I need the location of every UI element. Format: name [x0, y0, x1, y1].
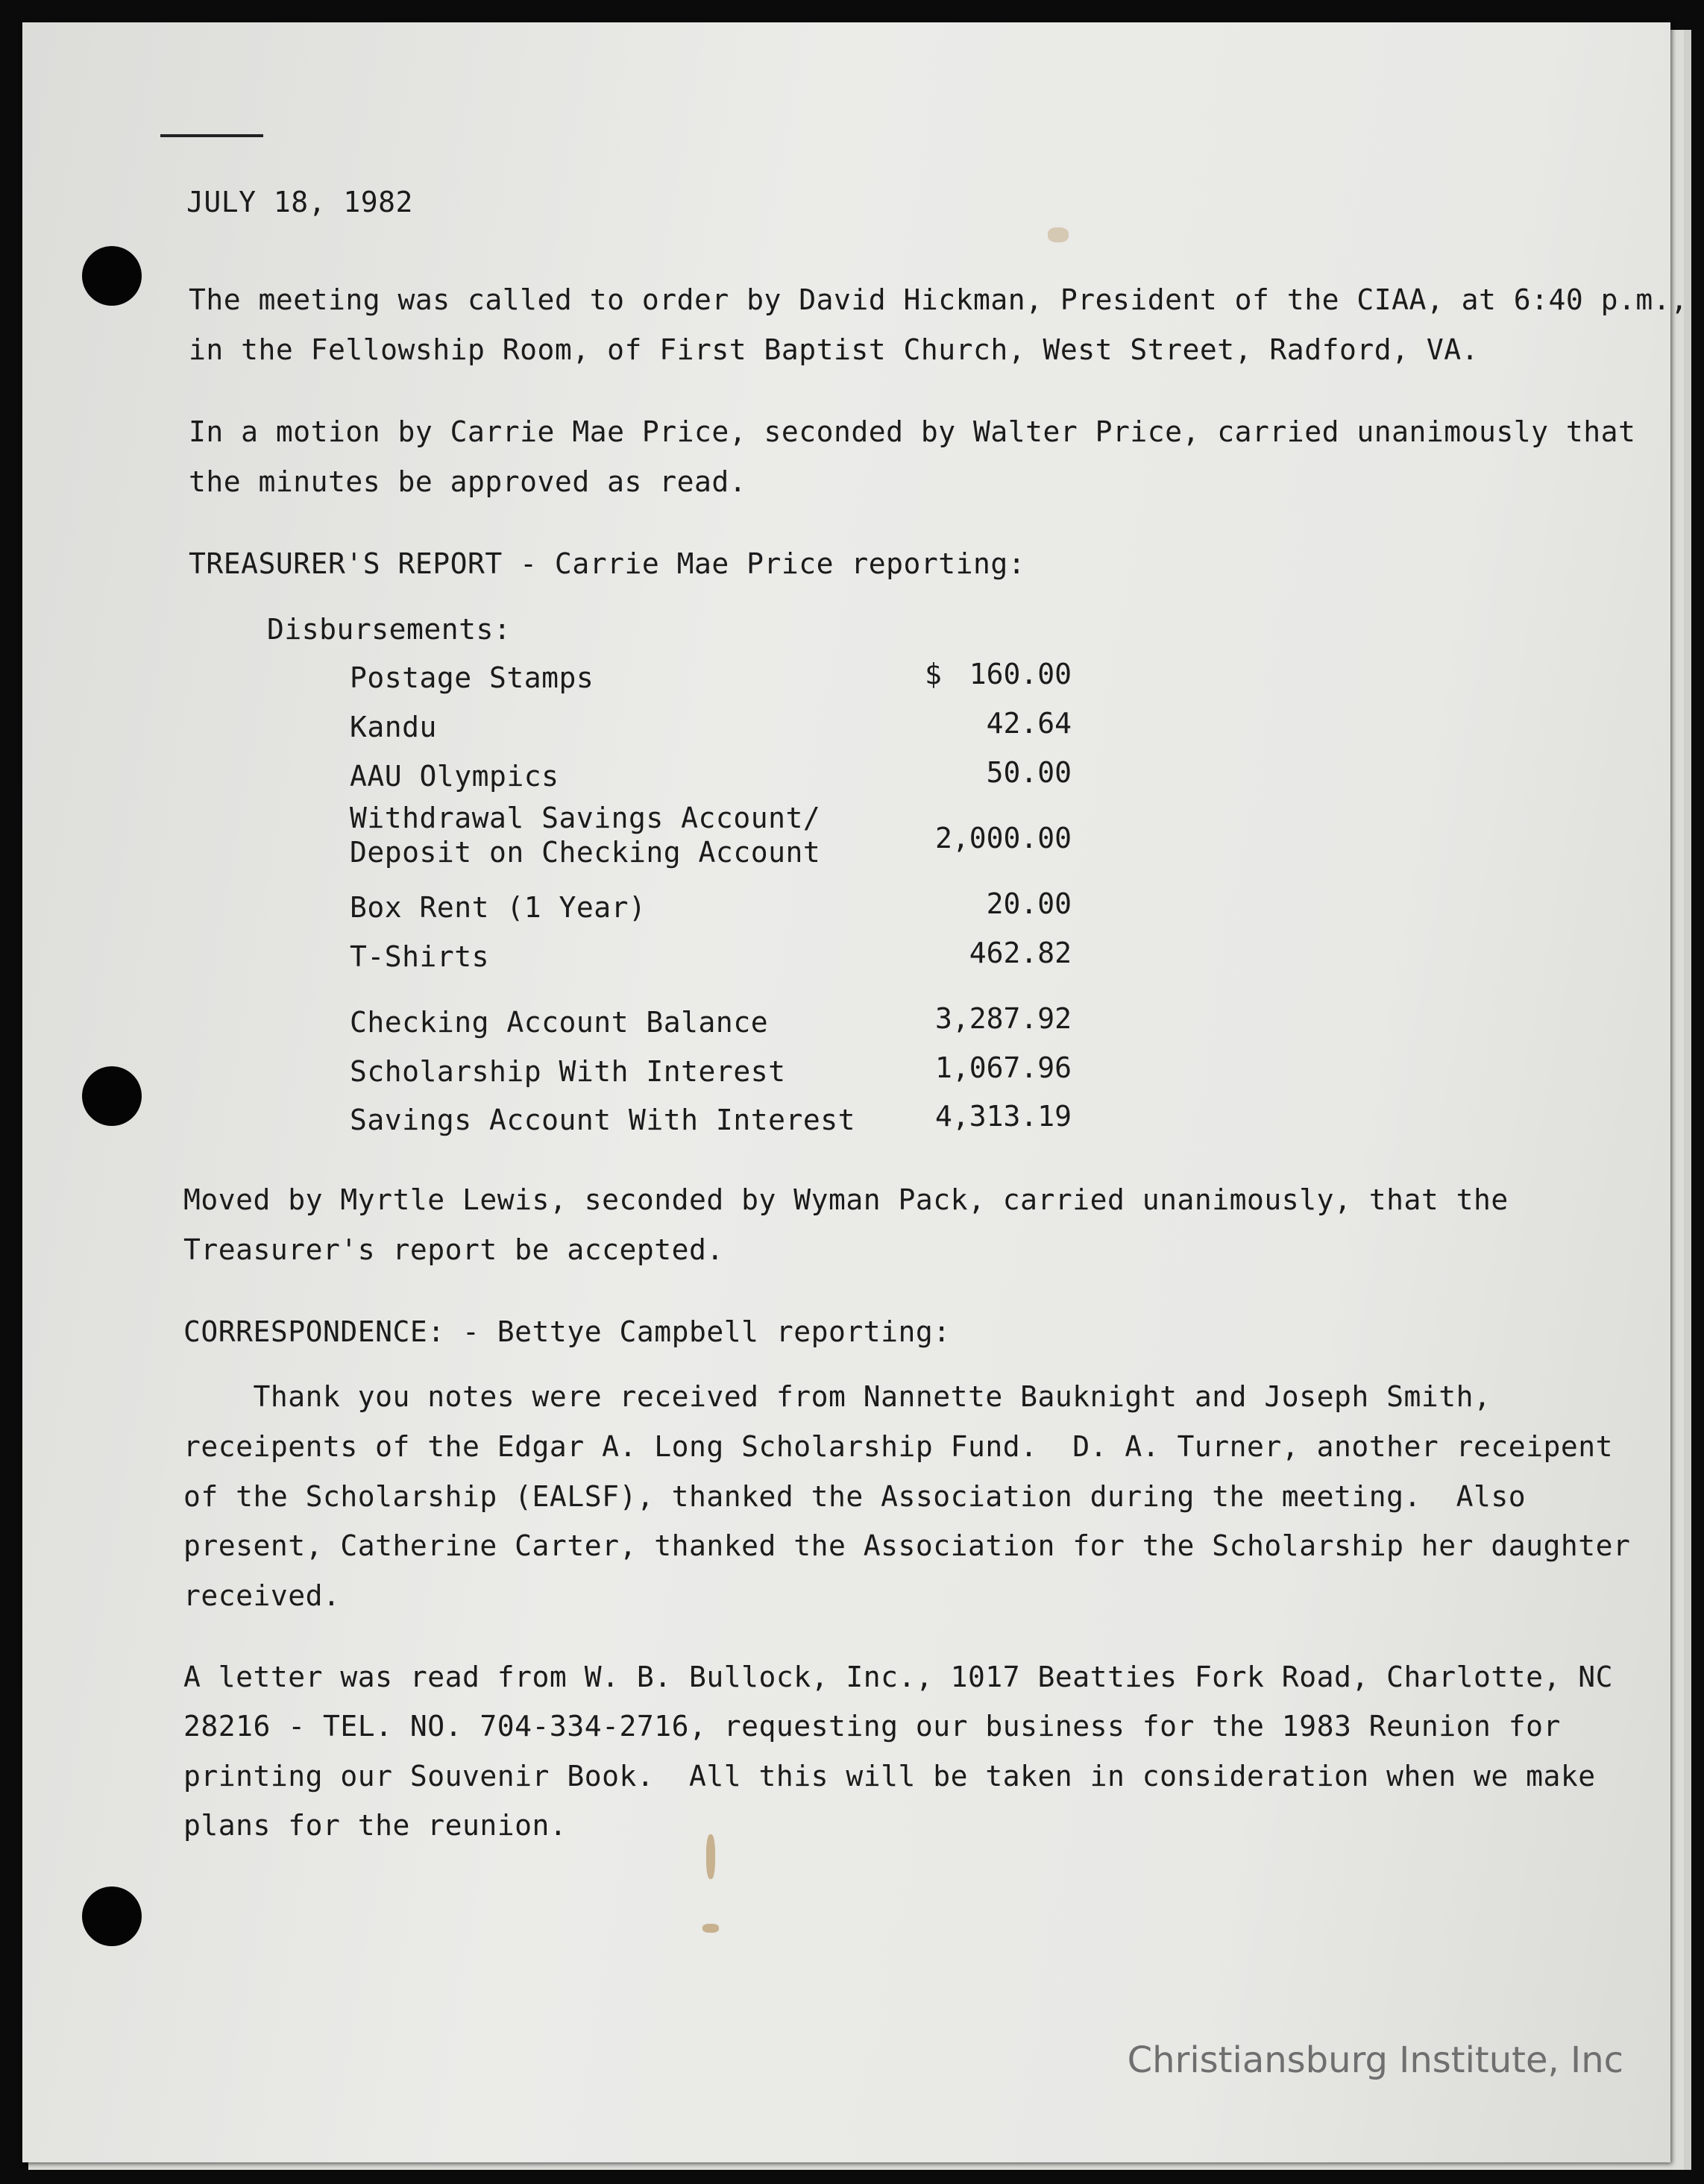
balance-label: Checking Account Balance [350, 1006, 769, 1039]
disbursement-label: Kandu [350, 711, 437, 743]
treasurer-motion-line-2: Treasurer's report be accepted. [183, 1233, 724, 1266]
thank-you-line-5: received. [183, 1579, 341, 1612]
stain-mark [702, 1924, 719, 1933]
punch-hole-top [82, 246, 142, 306]
thank-you-line-4: present, Catherine Carter, thanked the Association for the Scholarship her daughter [183, 1529, 1631, 1562]
archive-watermark: Christiansburg Institute, Inc [1127, 2039, 1623, 2081]
stain-mark [706, 1834, 715, 1879]
letter-line-1: A letter was read from W. B. Bullock, Inc., 1017 Beatties Fork Road, Charlotte, NC [183, 1661, 1613, 1693]
treasurer-report-heading: TREASURER'S REPORT - Carrie Mae Price reporting: [189, 547, 1026, 580]
disbursement-label: AAU Olympics [350, 760, 559, 793]
thank-you-line-1: Thank you notes were received from Nannette Bauknight and Joseph Smith, [183, 1380, 1491, 1413]
punch-hole-middle [82, 1066, 142, 1126]
balance-amount: 1,067.96 [934, 1051, 1072, 1084]
punch-hole-bottom [82, 1886, 142, 1946]
letter-line-4: plans for the reunion. [183, 1809, 568, 1842]
disbursement-amount: 50.00 [986, 756, 1072, 789]
call-to-order-line-1: The meeting was called to order by David Hickman, President of the CIAA, at 6:40 p.m., [189, 283, 1688, 316]
disbursement-label: Box Rent (1 Year) [350, 891, 647, 924]
stain-mark [1048, 227, 1069, 242]
currency-symbol: $ [925, 658, 942, 690]
minutes-motion-line-1: In a motion by Carrie Mae Price, seconded by Walter Price, carried unanimously that [189, 415, 1636, 448]
treasurer-motion-line-1: Moved by Myrtle Lewis, seconded by Wyman Pack, carried unanimously, that the [183, 1183, 1509, 1216]
thank-you-line-3: of the Scholarship (EALSF), thanked the Association during the meeting. Also [183, 1480, 1527, 1513]
balance-amount: 3,287.92 [934, 1002, 1072, 1035]
pen-mark [160, 134, 263, 137]
disbursement-label-continued: Deposit on Checking Account [350, 836, 821, 869]
disbursement-amount: 42.64 [986, 707, 1072, 740]
minutes-motion-line-2: the minutes be approved as read. [189, 465, 747, 498]
document-date: JULY 18, 1982 [186, 186, 413, 218]
letter-line-3: printing our Souvenir Book. All this will be taken in consideration when we make [183, 1760, 1596, 1793]
thank-you-line-2: receipents of the Edgar A. Long Scholarship Fund. D. A. Turner, another receipent [183, 1430, 1613, 1463]
balance-label: Scholarship With Interest [350, 1055, 786, 1088]
disbursement-amount: 2,000.00 [934, 822, 1072, 855]
disbursement-label: T-Shirts [350, 940, 490, 973]
disbursement-label: Postage Stamps [350, 661, 594, 694]
disbursements-label: Disbursements: [267, 613, 512, 646]
disbursement-amount: 462.82 [969, 937, 1072, 969]
call-to-order-line-2: in the Fellowship Room, of First Baptist Church, West Street, Radford, VA. [189, 333, 1479, 366]
disbursement-amount: 20.00 [986, 887, 1072, 920]
disbursement-amount: 160.00 [969, 658, 1072, 690]
balance-amount: 4,313.19 [934, 1100, 1072, 1133]
letter-line-2: 28216 - TEL. NO. 704-334-2716, requesting our business for the 1983 Reunion for [183, 1710, 1561, 1743]
balance-label: Savings Account With Interest [350, 1104, 855, 1136]
correspondence-heading: CORRESPONDENCE: - Bettye Campbell reporting: [183, 1315, 951, 1348]
disbursement-label: Withdrawal Savings Account/ [350, 802, 821, 834]
